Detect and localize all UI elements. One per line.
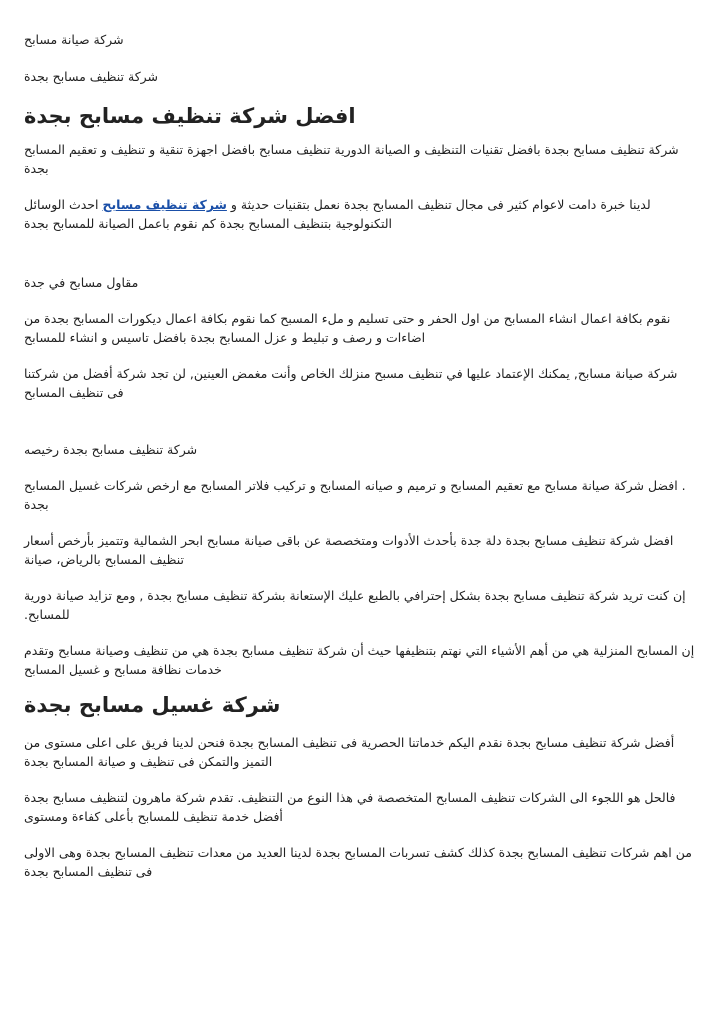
line-cheap-pool-cleaning: شركة تنظيف مسابح بجدة رخيصه — [24, 442, 198, 457]
paragraph-experience-text-before: لدينا خبرة دامت لاعوام كثير فى مجال تنظيف المسابح بجدة نعمل بتقنيات حديثة و — [226, 197, 651, 212]
paragraph-experience — [24, 195, 696, 233]
heading-best-pool-cleaning: افضل شركة تنظيف مسابح بجدة — [24, 104, 356, 128]
pool-cleaning-company-link[interactable]: شركة تنظيف مسابح — [102, 197, 227, 212]
line-pool-contractor: مقاول مسابح في جدة — [24, 275, 139, 290]
paragraph-home-pools: إن المسابح المنزلية هي من أهم الأشياء التي نهتم بتنظيفها حيث أن شركة تنظيف مسابح بجدة هي من تنظيف وصيانة مسابح وتقدم خدمات نظافة مسابح و غسيل المسابح — [24, 643, 695, 677]
paragraph-exclusive-services: أفضل شركة تنظيف مسابح بجدة نقدم اليكم خدماتنا الحصرية فى تنظيف المسابح بجدة فنحن لدينا فريق على اعلى مستوى من التميز والتمكن فى تنظيف و صيانة المسابح بجدة — [24, 735, 675, 769]
line-pool-maintenance-company: شركة صيانة مسابح — [24, 32, 124, 47]
paragraph-construction: نقوم بكافة اعمال انشاء المسابح من اول الحفر و حتى تسليم و ملء المسبح كما نقوم بكافة اعمال ديكورات المسابح بجدة من اضاءات و رصف و تبليط و عزل المسابح بجدة بافضل تاسيس و انشاء للمسابح — [24, 311, 671, 345]
paragraph-professional: إن كنت تريد شركة تنظيف مسابح بجدة بشكل إحترافي بالطبع عليك الإستعانة بشركة تنظيف مسابح بجدة , ومع تزايد صيانة دورية للمسابح. — [24, 588, 686, 622]
paragraph-experience-text-after: احدث الوسائل التكنولوجية بتنظيف المسابح بجدة كم نقوم باعمل الصيانة للمسابح بجدة — [24, 197, 393, 231]
paragraph-cleaning-techniques: شركة تنظيف مسابح بجدة بافضل تقنيات التنظيف و الصيانة الدورية تنظيف مسابح بافضل اجهزة تنقية و تنظيف و تعقيم المسابح بجدة — [24, 142, 679, 176]
heading-pool-washing: شركة غسيل مسابح بجدة — [24, 693, 281, 717]
paragraph-reliable-company: شركة صيانة مسابح, يمكنك الإعتماد عليها في تنظيف مسبح منزلك الخاص وأنت مغمض العينين, لن تجد شركة أفضل من شركتنا فى تنظيف المسابح — [24, 366, 678, 400]
paragraph-dallah-jeddah: افضل شركة تنظيف مسابح بجدة دلة جدة بأحدث الأدوات ومتخصصة عن باقى صيانة مسابح ابحر الشمالية وتتميز بأرخص أسعار تنظيف المسابح بالرياض، صيانة — [24, 533, 674, 567]
line-pool-cleaning-jeddah: شركة تنظيف مسابح بجدة — [24, 69, 159, 84]
paragraph-leak-detection: من اهم شركات تنظيف المسابح بجدة كذلك كشف تسربات المسابح بجدة لدينا العديد من معدات تنظيف المسابح بجدة وهى الاولى فى تنظيف المسابح بجدة — [24, 845, 692, 879]
paragraph-sterilization: . افضل شركة صيانة مسابح مع تعقيم المسابح و ترميم و صيانه المسابح و تركيب فلاتر المسابح مع ارخص شركات غسيل المسابح بجدة — [24, 478, 686, 512]
paragraph-specialized-companies: فالحل هو اللجوء الى الشركات تنظيف المسابح المتخصصة في هذا النوع من التنظيف. تقدم شركة ماهرون لتنظيف مسابح بجدة أفضل خدمة تنظيف للمسابح بأعلى كفاءة ومستوى — [24, 790, 676, 824]
